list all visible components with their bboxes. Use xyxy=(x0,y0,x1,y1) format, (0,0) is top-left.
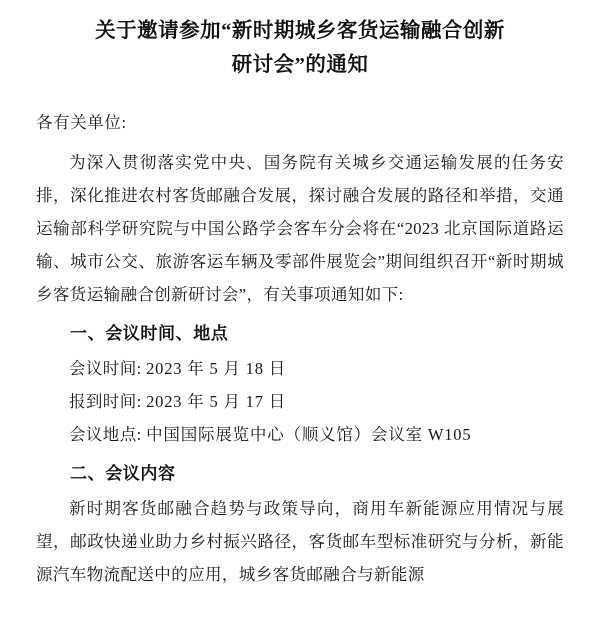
meeting-time-value: 2023 年 5 月 18 日 xyxy=(146,359,286,378)
meeting-place-value: 中国国际展览中心（顺义馆）会议室 W105 xyxy=(146,425,472,444)
registration-time-label: 报到时间: xyxy=(69,392,142,411)
meeting-time-label: 会议时间: xyxy=(69,359,142,378)
salutation: 各有关单位: xyxy=(36,113,127,132)
intro-paragraph: 为深入贯彻落实党中央、国务院有关城乡交通运输发展的任务安排，深化推进农村客货邮融合发展，探讨融合发展的路径和举措，交通运输部科学研究院与中国公路学会客车分会将在“2023 北京国际道路运输、城市公交、旅游客运车辆及零部件展览会”期间组织召开“新时期城乡客货运输融合创新研讨会”，有关事项通知如下: xyxy=(36,153,564,304)
info-line-meeting-place xyxy=(36,418,564,451)
page-title-line-1: 关于邀请参加“新时期城乡客货运输融合创新 xyxy=(95,20,505,42)
meeting-place-label: 会议地点: xyxy=(69,425,142,444)
meeting-content-paragraph: 新时期客货邮融合趋势与政策导向，商用车新能源应用情况与展望，邮政快递业助力乡村振兴路径，客货邮车型标准研究与分析，新能源汽车物流配送中的应用，城乡客货邮融合与新能源 xyxy=(36,499,564,584)
section-heading-meeting-content: 二、会议内容 xyxy=(70,464,176,483)
page-title-line-2: 研讨会”的通知 xyxy=(231,54,369,76)
registration-time-value: 2023 年 5 月 17 日 xyxy=(146,392,286,411)
page-title xyxy=(36,14,564,82)
info-line-registration-time xyxy=(36,385,564,418)
section-heading-meeting-time-place: 一、会议时间、地点 xyxy=(70,324,229,343)
info-line-meeting-time xyxy=(36,352,564,385)
